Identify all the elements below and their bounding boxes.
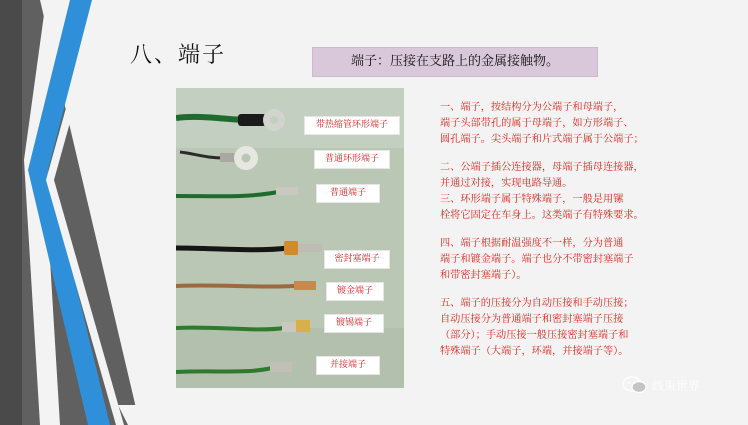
label-heat-shrink-ring-terminal: 带热缩管环形端子 (304, 116, 400, 135)
description-text (440, 100, 730, 372)
description-paragraph-3: 四、端子根据耐温强度不一样，分为普通 端子和镀金端子。端子也分不带密封塞端子 和带密封塞端子）。 (440, 238, 634, 281)
slide-subtitle: 端子：压接在支路上的金属接触物。 (350, 54, 559, 69)
description-paragraph-4: 五、端子的压接分为自动压接和手动压接； 自动压接分为普通端子和密封塞端子压接 （部分）；手动压接一般压接密封塞端子和 特殊端子（大端子，环端，并接端子等）。 (440, 298, 634, 357)
label-gold-terminal: 镀金端子 (326, 282, 384, 301)
wechat-icon (622, 375, 648, 395)
watermark-text: 线束世界 (652, 378, 701, 393)
subtitle-box (312, 47, 598, 77)
description-paragraph-1: 一、端子，按结构分为公端子和母端子， 端子头部带孔的属于母端子，如方形端子、 圆孔端子。尖头端子和片式端子属于公端子； (440, 102, 644, 145)
label-normal-terminal: 普通端子 (316, 184, 380, 203)
watermark (622, 374, 700, 396)
slide-title: 八、端子 (130, 43, 227, 68)
label-seal-terminal: 密封塞端子 (324, 250, 390, 269)
label-splice-terminal: 并接端子 (316, 356, 380, 375)
description-paragraph-2: 二、公端子插公连接器，母端子插母连接器， 并通过对接，实现电路导通。 三、环形端子属于特殊端子，一般是用镙 栓将它固定在车身上。这类端子有特殊要求。 (440, 162, 644, 221)
label-ring-terminal: 普通环形端子 (314, 150, 390, 169)
label-tin-terminal: 镀锡端子 (324, 314, 384, 333)
terminal-photo (176, 88, 404, 388)
